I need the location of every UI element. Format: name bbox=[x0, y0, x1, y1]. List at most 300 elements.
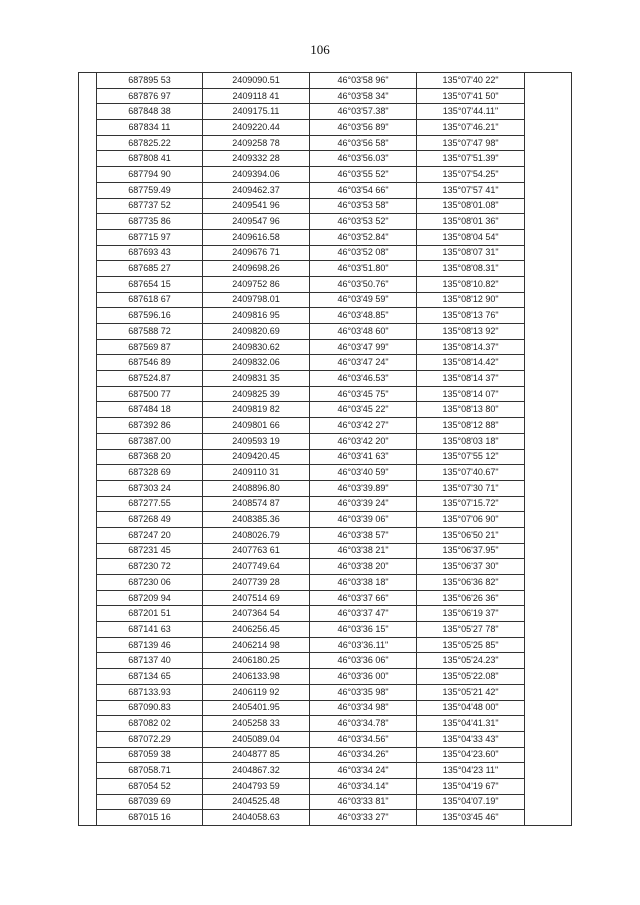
blank-left-cell bbox=[79, 371, 97, 387]
x-coordinate-cell: 687876 97 bbox=[97, 88, 203, 104]
latitude-cell: 46°03'41 63" bbox=[310, 449, 417, 465]
y-coordinate-cell: 2409175.11 bbox=[203, 104, 310, 120]
y-coordinate-cell: 2404877 85 bbox=[203, 747, 310, 763]
longitude-cell: 135°07'51.39" bbox=[417, 151, 525, 167]
table-row bbox=[79, 245, 572, 261]
table-row bbox=[79, 292, 572, 308]
table-row bbox=[79, 606, 572, 622]
blank-left-cell bbox=[79, 794, 97, 810]
table-row bbox=[79, 402, 572, 418]
blank-right-cell bbox=[525, 496, 572, 512]
longitude-cell: 135°07'30 71" bbox=[417, 480, 525, 496]
y-coordinate-cell: 2409593 19 bbox=[203, 433, 310, 449]
y-coordinate-cell: 2405258 33 bbox=[203, 716, 310, 732]
table-row bbox=[79, 167, 572, 183]
blank-left-cell bbox=[79, 527, 97, 543]
longitude-cell: 135°06'37.95" bbox=[417, 543, 525, 559]
latitude-cell: 46°03'46.53" bbox=[310, 371, 417, 387]
blank-right-cell bbox=[525, 229, 572, 245]
latitude-cell: 46°03'36.11" bbox=[310, 637, 417, 653]
y-coordinate-cell: 2409462.37 bbox=[203, 182, 310, 198]
longitude-cell: 135°07'46.21" bbox=[417, 120, 525, 136]
y-coordinate-cell: 2407739 28 bbox=[203, 575, 310, 591]
blank-right-cell bbox=[525, 88, 572, 104]
blank-left-cell bbox=[79, 575, 97, 591]
longitude-cell: 135°08'14 07" bbox=[417, 386, 525, 402]
blank-right-cell bbox=[525, 700, 572, 716]
longitude-cell: 135°05'27 78" bbox=[417, 622, 525, 638]
table-row bbox=[79, 214, 572, 230]
x-coordinate-cell: 687134 65 bbox=[97, 669, 203, 685]
latitude-cell: 46°03'56 89" bbox=[310, 120, 417, 136]
blank-left-cell bbox=[79, 449, 97, 465]
blank-right-cell bbox=[525, 292, 572, 308]
table-row bbox=[79, 324, 572, 340]
longitude-cell: 135°07'41 50" bbox=[417, 88, 525, 104]
latitude-cell: 46°03'53 52" bbox=[310, 214, 417, 230]
table-row bbox=[79, 496, 572, 512]
blank-right-cell bbox=[525, 104, 572, 120]
latitude-cell: 46°03'45 22" bbox=[310, 402, 417, 418]
table-row bbox=[79, 794, 572, 810]
y-coordinate-cell: 2409394.06 bbox=[203, 167, 310, 183]
longitude-cell: 135°07'54.25" bbox=[417, 167, 525, 183]
x-coordinate-cell: 687588 72 bbox=[97, 324, 203, 340]
longitude-cell: 135°04'23 11" bbox=[417, 763, 525, 779]
y-coordinate-cell: 2409820.69 bbox=[203, 324, 310, 340]
blank-right-cell bbox=[525, 637, 572, 653]
y-coordinate-cell: 2409420.45 bbox=[203, 449, 310, 465]
longitude-cell: 135°07'47 98" bbox=[417, 135, 525, 151]
longitude-cell: 135°05'24.23" bbox=[417, 653, 525, 669]
blank-right-cell bbox=[525, 449, 572, 465]
y-coordinate-cell: 2409110 31 bbox=[203, 465, 310, 481]
blank-left-cell bbox=[79, 496, 97, 512]
table-row bbox=[79, 527, 572, 543]
y-coordinate-cell: 2409547 96 bbox=[203, 214, 310, 230]
x-coordinate-cell: 687368 20 bbox=[97, 449, 203, 465]
table-row bbox=[79, 386, 572, 402]
x-coordinate-cell: 687268 49 bbox=[97, 512, 203, 528]
latitude-cell: 46°03'36 15" bbox=[310, 622, 417, 638]
table-row bbox=[79, 182, 572, 198]
longitude-cell: 135°07'44.11" bbox=[417, 104, 525, 120]
latitude-cell: 46°03'49 59" bbox=[310, 292, 417, 308]
y-coordinate-cell: 2409220.44 bbox=[203, 120, 310, 136]
x-coordinate-cell: 687039 69 bbox=[97, 794, 203, 810]
page-number: 106 bbox=[310, 42, 330, 57]
x-coordinate-cell: 687834 11 bbox=[97, 120, 203, 136]
longitude-cell: 135°08'03 18" bbox=[417, 433, 525, 449]
longitude-cell: 135°08'07 31" bbox=[417, 245, 525, 261]
blank-right-cell bbox=[525, 480, 572, 496]
x-coordinate-cell: 687500 77 bbox=[97, 386, 203, 402]
longitude-cell: 135°06'50 21" bbox=[417, 527, 525, 543]
longitude-cell: 135°04'41.31" bbox=[417, 716, 525, 732]
blank-left-cell bbox=[79, 182, 97, 198]
blank-left-cell bbox=[79, 606, 97, 622]
blank-right-cell bbox=[525, 433, 572, 449]
table-row bbox=[79, 449, 572, 465]
table-row bbox=[79, 747, 572, 763]
blank-left-cell bbox=[79, 88, 97, 104]
blank-left-cell bbox=[79, 778, 97, 794]
blank-left-cell bbox=[79, 763, 97, 779]
blank-right-cell bbox=[525, 339, 572, 355]
longitude-cell: 135°08'08.31" bbox=[417, 261, 525, 277]
coordinates-table-body bbox=[79, 73, 572, 826]
table-row bbox=[79, 684, 572, 700]
y-coordinate-cell: 2409801 66 bbox=[203, 418, 310, 434]
y-coordinate-cell: 2409831 35 bbox=[203, 371, 310, 387]
table-row bbox=[79, 653, 572, 669]
table-row bbox=[79, 261, 572, 277]
x-coordinate-cell: 687090.83 bbox=[97, 700, 203, 716]
blank-left-cell bbox=[79, 590, 97, 606]
blank-right-cell bbox=[525, 308, 572, 324]
longitude-cell: 135°08'01.08" bbox=[417, 198, 525, 214]
longitude-cell: 135°08'10.82" bbox=[417, 276, 525, 292]
table-row bbox=[79, 716, 572, 732]
longitude-cell: 135°07'40 22" bbox=[417, 73, 525, 89]
blank-right-cell bbox=[525, 669, 572, 685]
x-coordinate-cell: 687230 72 bbox=[97, 559, 203, 575]
latitude-cell: 46°03'37 47" bbox=[310, 606, 417, 622]
longitude-cell: 135°07'15.72" bbox=[417, 496, 525, 512]
longitude-cell: 135°07'40.67" bbox=[417, 465, 525, 481]
table-row bbox=[79, 433, 572, 449]
x-coordinate-cell: 687895 53 bbox=[97, 73, 203, 89]
blank-left-cell bbox=[79, 402, 97, 418]
x-coordinate-cell: 687546 89 bbox=[97, 355, 203, 371]
longitude-cell: 135°07'06 90" bbox=[417, 512, 525, 528]
blank-left-cell bbox=[79, 716, 97, 732]
latitude-cell: 46°03'34.78" bbox=[310, 716, 417, 732]
longitude-cell: 135°04'19 67" bbox=[417, 778, 525, 794]
x-coordinate-cell: 687569 87 bbox=[97, 339, 203, 355]
latitude-cell: 46°03'55 52" bbox=[310, 167, 417, 183]
latitude-cell: 46°03'48 60" bbox=[310, 324, 417, 340]
table-row bbox=[79, 575, 572, 591]
y-coordinate-cell: 2408896.80 bbox=[203, 480, 310, 496]
blank-right-cell bbox=[525, 198, 572, 214]
blank-right-cell bbox=[525, 386, 572, 402]
table-row bbox=[79, 198, 572, 214]
y-coordinate-cell: 2404867.32 bbox=[203, 763, 310, 779]
blank-right-cell bbox=[525, 527, 572, 543]
blank-left-cell bbox=[79, 386, 97, 402]
latitude-cell: 46°03'53 58" bbox=[310, 198, 417, 214]
y-coordinate-cell: 2405401.95 bbox=[203, 700, 310, 716]
latitude-cell: 46°03'58 96" bbox=[310, 73, 417, 89]
blank-left-cell bbox=[79, 198, 97, 214]
latitude-cell: 46°03'56 58" bbox=[310, 135, 417, 151]
latitude-cell: 46°03'40 59" bbox=[310, 465, 417, 481]
blank-right-cell bbox=[525, 810, 572, 826]
blank-left-cell bbox=[79, 324, 97, 340]
blank-right-cell bbox=[525, 716, 572, 732]
table-row bbox=[79, 669, 572, 685]
latitude-cell: 46°03'36 06" bbox=[310, 653, 417, 669]
table-row bbox=[79, 276, 572, 292]
latitude-cell: 46°03'52.84" bbox=[310, 229, 417, 245]
blank-right-cell bbox=[525, 355, 572, 371]
y-coordinate-cell: 2408385.36 bbox=[203, 512, 310, 528]
table-row bbox=[79, 135, 572, 151]
x-coordinate-cell: 687387.00 bbox=[97, 433, 203, 449]
y-coordinate-cell: 2407749.64 bbox=[203, 559, 310, 575]
y-coordinate-cell: 2409698.26 bbox=[203, 261, 310, 277]
x-coordinate-cell: 687685 27 bbox=[97, 261, 203, 277]
table-row bbox=[79, 371, 572, 387]
latitude-cell: 46°03'34 24" bbox=[310, 763, 417, 779]
blank-left-cell bbox=[79, 245, 97, 261]
x-coordinate-cell: 687759.49 bbox=[97, 182, 203, 198]
latitude-cell: 46°03'58 34" bbox=[310, 88, 417, 104]
blank-right-cell bbox=[525, 622, 572, 638]
latitude-cell: 46°03'56.03" bbox=[310, 151, 417, 167]
blank-left-cell bbox=[79, 637, 97, 653]
y-coordinate-cell: 2404793 59 bbox=[203, 778, 310, 794]
longitude-cell: 135°05'25 85" bbox=[417, 637, 525, 653]
blank-left-cell bbox=[79, 355, 97, 371]
longitude-cell: 135°07'57 41" bbox=[417, 182, 525, 198]
blank-left-cell bbox=[79, 669, 97, 685]
blank-left-cell bbox=[79, 559, 97, 575]
x-coordinate-cell: 687054 52 bbox=[97, 778, 203, 794]
longitude-cell: 135°08'13 80" bbox=[417, 402, 525, 418]
y-coordinate-cell: 2406256.45 bbox=[203, 622, 310, 638]
latitude-cell: 46°03'54 66" bbox=[310, 182, 417, 198]
latitude-cell: 46°03'45 75" bbox=[310, 386, 417, 402]
blank-right-cell bbox=[525, 590, 572, 606]
latitude-cell: 46°03'33 27" bbox=[310, 810, 417, 826]
longitude-cell: 135°04'48 00" bbox=[417, 700, 525, 716]
x-coordinate-cell: 687618 67 bbox=[97, 292, 203, 308]
latitude-cell: 46°03'34.14" bbox=[310, 778, 417, 794]
table-row bbox=[79, 810, 572, 826]
blank-right-cell bbox=[525, 402, 572, 418]
blank-right-cell bbox=[525, 135, 572, 151]
blank-right-cell bbox=[525, 214, 572, 230]
blank-right-cell bbox=[525, 559, 572, 575]
x-coordinate-cell: 687230 06 bbox=[97, 575, 203, 591]
x-coordinate-cell: 687654 15 bbox=[97, 276, 203, 292]
table-row bbox=[79, 731, 572, 747]
blank-right-cell bbox=[525, 182, 572, 198]
blank-right-cell bbox=[525, 731, 572, 747]
blank-left-cell bbox=[79, 151, 97, 167]
blank-left-cell bbox=[79, 339, 97, 355]
x-coordinate-cell: 687808 41 bbox=[97, 151, 203, 167]
table-row bbox=[79, 339, 572, 355]
x-coordinate-cell: 687059 38 bbox=[97, 747, 203, 763]
blank-left-cell bbox=[79, 292, 97, 308]
blank-right-cell bbox=[525, 778, 572, 794]
y-coordinate-cell: 2408574 87 bbox=[203, 496, 310, 512]
x-coordinate-cell: 687139 46 bbox=[97, 637, 203, 653]
blank-left-cell bbox=[79, 229, 97, 245]
y-coordinate-cell: 2409798.01 bbox=[203, 292, 310, 308]
x-coordinate-cell: 687133.93 bbox=[97, 684, 203, 700]
blank-left-cell bbox=[79, 433, 97, 449]
longitude-cell: 135°08'13 92" bbox=[417, 324, 525, 340]
longitude-cell: 135°08'14.37" bbox=[417, 339, 525, 355]
latitude-cell: 46°03'37 66" bbox=[310, 590, 417, 606]
table-row bbox=[79, 73, 572, 89]
latitude-cell: 46°03'42 27" bbox=[310, 418, 417, 434]
y-coordinate-cell: 2407763 61 bbox=[203, 543, 310, 559]
latitude-cell: 46°03'36 00" bbox=[310, 669, 417, 685]
y-coordinate-cell: 2409816 95 bbox=[203, 308, 310, 324]
blank-left-cell bbox=[79, 731, 97, 747]
table-row bbox=[79, 229, 572, 245]
latitude-cell: 46°03'51.80" bbox=[310, 261, 417, 277]
blank-right-cell bbox=[525, 371, 572, 387]
latitude-cell: 46°03'34 98" bbox=[310, 700, 417, 716]
blank-right-cell bbox=[525, 73, 572, 89]
longitude-cell: 135°08'14.42" bbox=[417, 355, 525, 371]
blank-right-cell bbox=[525, 763, 572, 779]
x-coordinate-cell: 687141 63 bbox=[97, 622, 203, 638]
latitude-cell: 46°03'35 98" bbox=[310, 684, 417, 700]
blank-right-cell bbox=[525, 167, 572, 183]
x-coordinate-cell: 687209 94 bbox=[97, 590, 203, 606]
blank-right-cell bbox=[525, 684, 572, 700]
latitude-cell: 46°03'39 06" bbox=[310, 512, 417, 528]
blank-left-cell bbox=[79, 512, 97, 528]
blank-left-cell bbox=[79, 308, 97, 324]
x-coordinate-cell: 687794 90 bbox=[97, 167, 203, 183]
coordinates-table bbox=[78, 72, 572, 826]
blank-right-cell bbox=[525, 245, 572, 261]
table-row bbox=[79, 637, 572, 653]
blank-left-cell bbox=[79, 480, 97, 496]
blank-left-cell bbox=[79, 653, 97, 669]
latitude-cell: 46°03'57.38" bbox=[310, 104, 417, 120]
blank-left-cell bbox=[79, 214, 97, 230]
latitude-cell: 46°03'38 21" bbox=[310, 543, 417, 559]
x-coordinate-cell: 687737 52 bbox=[97, 198, 203, 214]
latitude-cell: 46°03'34.26" bbox=[310, 747, 417, 763]
blank-right-cell bbox=[525, 575, 572, 591]
longitude-cell: 135°03'45 46" bbox=[417, 810, 525, 826]
x-coordinate-cell: 687015 16 bbox=[97, 810, 203, 826]
x-coordinate-cell: 687277.55 bbox=[97, 496, 203, 512]
y-coordinate-cell: 2409676 71 bbox=[203, 245, 310, 261]
blank-left-cell bbox=[79, 135, 97, 151]
longitude-cell: 135°04'07.19" bbox=[417, 794, 525, 810]
x-coordinate-cell: 687072.29 bbox=[97, 731, 203, 747]
y-coordinate-cell: 2409832.06 bbox=[203, 355, 310, 371]
blank-left-cell bbox=[79, 104, 97, 120]
longitude-cell: 135°05'22.08" bbox=[417, 669, 525, 685]
y-coordinate-cell: 2409332 28 bbox=[203, 151, 310, 167]
blank-left-cell bbox=[79, 747, 97, 763]
y-coordinate-cell: 2404525.48 bbox=[203, 794, 310, 810]
y-coordinate-cell: 2409825 39 bbox=[203, 386, 310, 402]
blank-right-cell bbox=[525, 120, 572, 136]
table-row bbox=[79, 778, 572, 794]
y-coordinate-cell: 2405089.04 bbox=[203, 731, 310, 747]
y-coordinate-cell: 2407514 69 bbox=[203, 590, 310, 606]
blank-left-cell bbox=[79, 810, 97, 826]
latitude-cell: 46°03'33 81" bbox=[310, 794, 417, 810]
blank-left-cell bbox=[79, 622, 97, 638]
x-coordinate-cell: 687596.16 bbox=[97, 308, 203, 324]
latitude-cell: 46°03'47 99" bbox=[310, 339, 417, 355]
latitude-cell: 46°03'34.56" bbox=[310, 731, 417, 747]
longitude-cell: 135°06'36 82" bbox=[417, 575, 525, 591]
y-coordinate-cell: 2407364 54 bbox=[203, 606, 310, 622]
x-coordinate-cell: 687082 02 bbox=[97, 716, 203, 732]
latitude-cell: 46°03'38 57" bbox=[310, 527, 417, 543]
y-coordinate-cell: 2409118 41 bbox=[203, 88, 310, 104]
y-coordinate-cell: 2406133.98 bbox=[203, 669, 310, 685]
x-coordinate-cell: 687825.22 bbox=[97, 135, 203, 151]
blank-left-cell bbox=[79, 261, 97, 277]
longitude-cell: 135°08'04 54" bbox=[417, 229, 525, 245]
table-row bbox=[79, 543, 572, 559]
latitude-cell: 46°03'52 08" bbox=[310, 245, 417, 261]
x-coordinate-cell: 687848 38 bbox=[97, 104, 203, 120]
x-coordinate-cell: 687303 24 bbox=[97, 480, 203, 496]
table-row bbox=[79, 120, 572, 136]
blank-left-cell bbox=[79, 276, 97, 292]
blank-right-cell bbox=[525, 151, 572, 167]
blank-right-cell bbox=[525, 276, 572, 292]
x-coordinate-cell: 687524.87 bbox=[97, 371, 203, 387]
x-coordinate-cell: 687201 51 bbox=[97, 606, 203, 622]
longitude-cell: 135°04'33 43" bbox=[417, 731, 525, 747]
latitude-cell: 46°03'42 20" bbox=[310, 433, 417, 449]
latitude-cell: 46°03'38 20" bbox=[310, 559, 417, 575]
x-coordinate-cell: 687392 86 bbox=[97, 418, 203, 434]
blank-right-cell bbox=[525, 465, 572, 481]
longitude-cell: 135°08'13 76" bbox=[417, 308, 525, 324]
longitude-cell: 135°06'37 30" bbox=[417, 559, 525, 575]
x-coordinate-cell: 687328 69 bbox=[97, 465, 203, 481]
blank-right-cell bbox=[525, 653, 572, 669]
latitude-cell: 46°03'48.85" bbox=[310, 308, 417, 324]
blank-right-cell bbox=[525, 418, 572, 434]
table-row bbox=[79, 355, 572, 371]
blank-right-cell bbox=[525, 261, 572, 277]
longitude-cell: 135°08'14 37" bbox=[417, 371, 525, 387]
table-row bbox=[79, 151, 572, 167]
latitude-cell: 46°03'47 24" bbox=[310, 355, 417, 371]
y-coordinate-cell: 2409616.58 bbox=[203, 229, 310, 245]
table-row bbox=[79, 559, 572, 575]
latitude-cell: 46°03'50.76" bbox=[310, 276, 417, 292]
blank-left-cell bbox=[79, 120, 97, 136]
x-coordinate-cell: 687231 45 bbox=[97, 543, 203, 559]
latitude-cell: 46°03'38 18" bbox=[310, 575, 417, 591]
table-row bbox=[79, 700, 572, 716]
y-coordinate-cell: 2409752 86 bbox=[203, 276, 310, 292]
blank-right-cell bbox=[525, 747, 572, 763]
longitude-cell: 135°08'12 90" bbox=[417, 292, 525, 308]
blank-right-cell bbox=[525, 794, 572, 810]
y-coordinate-cell: 2406180.25 bbox=[203, 653, 310, 669]
longitude-cell: 135°04'23.60" bbox=[417, 747, 525, 763]
y-coordinate-cell: 2409090.51 bbox=[203, 73, 310, 89]
blank-left-cell bbox=[79, 418, 97, 434]
table-row bbox=[79, 418, 572, 434]
y-coordinate-cell: 2404058.63 bbox=[203, 810, 310, 826]
table-row bbox=[79, 512, 572, 528]
y-coordinate-cell: 2409830.62 bbox=[203, 339, 310, 355]
